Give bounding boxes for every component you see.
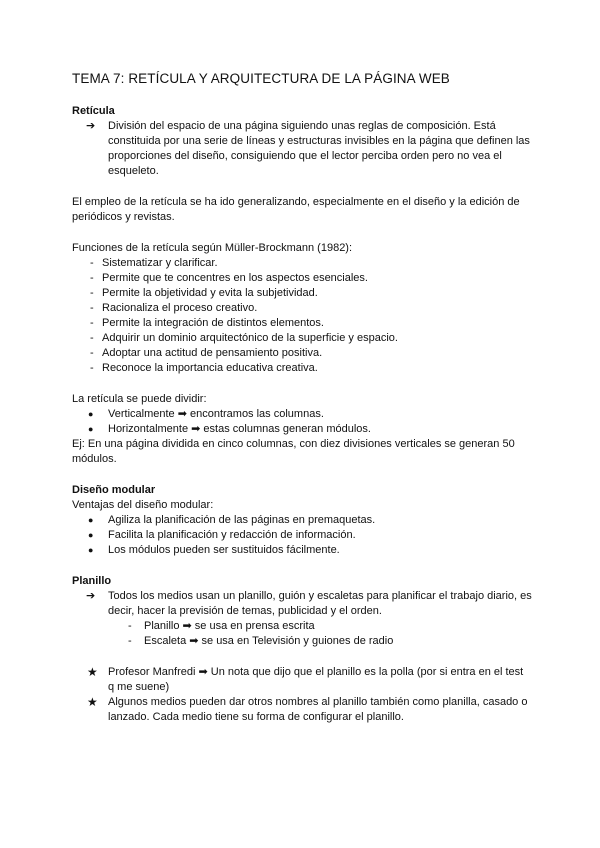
list-item [72, 543, 532, 558]
reticula-empleo: El empleo de la retícula se ha ido generalizando, especialmente en el diseño y la edición de periódicos y revistas. [72, 196, 520, 223]
dash-bullet-icon: - [90, 257, 94, 269]
funcion-text: Permite la objetividad y evita la subjetividad. [102, 287, 318, 299]
section-planillo [72, 574, 532, 725]
funcion-text: Reconoce la importancia educativa creativa. [102, 362, 318, 374]
dash-bullet-icon: - [90, 347, 94, 359]
modular-list [72, 513, 532, 558]
planillo-sub-text: Planillo ➡ se usa en prensa escrita [144, 620, 315, 632]
list-item [72, 346, 532, 361]
list-item [72, 271, 532, 286]
funcion-text: Adquirir un dominio arquitectónico de la superficie y espacio. [102, 332, 398, 344]
dot-bullet-icon: ● [88, 545, 94, 555]
funcion-text: Sistematizar y clarificar. [102, 257, 218, 269]
planillo-sub-list [72, 619, 532, 649]
reticula-definition-list [72, 119, 532, 179]
dash-bullet-icon: - [128, 620, 132, 632]
planillo-note: Profesor Manfredi ➡ Un nota que dijo que el planillo es la polla (por si entra en el test q me suene) [108, 666, 524, 693]
list-item [72, 695, 532, 725]
planillo-note: Algunos medios pueden dar otros nombres al planillo también como planilla, casado o lanzado. Cada medio tiene su forma de configurar el planillo. [108, 696, 528, 723]
division-text: Verticalmente ➡ encontramos las columnas. [108, 408, 324, 420]
section-modular [72, 483, 532, 558]
funciones-intro: Funciones de la retícula según Müller-Brockmann (1982): [72, 242, 353, 254]
list-item [72, 665, 532, 695]
dash-bullet-icon: - [90, 302, 94, 314]
modular-text: Facilita la planificación y redacción de información. [108, 529, 356, 541]
division-list [72, 407, 532, 437]
list-item [72, 361, 532, 376]
dot-bullet-icon: ● [88, 409, 94, 419]
list-item [72, 634, 532, 649]
list-item [72, 331, 532, 346]
dash-bullet-icon: - [90, 362, 94, 374]
list-item [72, 407, 532, 422]
arrow-bullet-icon: ➔ [86, 120, 96, 132]
planillo-main: Todos los medios usan un planillo, guión y escaletas para planificar el trabajo diario, es decir, hacer la previsión de temas, publicidad y el orden. [108, 590, 532, 617]
section-reticula [72, 104, 532, 467]
list-item [72, 286, 532, 301]
heading-modular: Diseño modular [72, 484, 156, 496]
modular-intro: Ventajas del diseño modular: [72, 499, 214, 511]
dash-bullet-icon: - [128, 635, 132, 647]
dash-bullet-icon: - [90, 317, 94, 329]
list-item [72, 256, 532, 271]
division-text: Horizontalmente ➡ estas columnas generan módulos. [108, 423, 371, 435]
list-item [72, 589, 532, 619]
dash-bullet-icon: - [90, 272, 94, 284]
dot-bullet-icon: ● [88, 424, 94, 434]
star-bullet-icon: ★ [87, 665, 98, 679]
division-intro: La retícula se puede dividir: [72, 393, 207, 405]
list-item [72, 528, 532, 543]
funciones-list [72, 256, 532, 376]
modular-text: Los módulos pueden ser sustituidos fácilmente. [108, 544, 340, 556]
reticula-ejemplo: Ej: En una página dividida en cinco columnas, con diez divisiones verticales se generan 50 módulos. [72, 438, 515, 465]
arrow-bullet-icon: ➔ [86, 590, 96, 602]
planillo-notes-list [72, 665, 532, 725]
dot-bullet-icon: ● [88, 515, 94, 525]
star-bullet-icon: ★ [87, 695, 98, 709]
modular-text: Agiliza la planificación de las páginas en premaquetas. [108, 514, 376, 526]
dot-bullet-icon: ● [88, 530, 94, 540]
funcion-text: Permite que te concentres en los aspectos esenciales. [102, 272, 368, 284]
list-item [72, 119, 532, 179]
page-title: TEMA 7: RETÍCULA Y ARQUITECTURA DE LA PÁGINA WEB [72, 71, 450, 86]
reticula-definition: División del espacio de una página siguiendo unas reglas de composición. Está constituida por una serie de líneas y estructuras invisibles en la página que definen las proporciones del diseño, consiguiendo que el lector perciba orden pero no vea el esqueleto. [108, 120, 530, 177]
heading-planillo: Planillo [72, 575, 112, 587]
list-item [72, 422, 532, 437]
funcion-text: Racionaliza el proceso creativo. [102, 302, 258, 314]
document-body [72, 70, 532, 725]
heading-reticula: Retícula [72, 105, 115, 117]
list-item [72, 619, 532, 634]
planillo-sub-text: Escaleta ➡ se usa en Televisión y guiones de radio [144, 635, 394, 647]
dash-bullet-icon: - [90, 332, 94, 344]
list-item [72, 513, 532, 528]
funcion-text: Permite la integración de distintos elementos. [102, 317, 324, 329]
planillo-list [72, 589, 532, 619]
list-item [72, 301, 532, 316]
list-item [72, 316, 532, 331]
funcion-text: Adoptar una actitud de pensamiento positiva. [102, 347, 323, 359]
dash-bullet-icon: - [90, 287, 94, 299]
